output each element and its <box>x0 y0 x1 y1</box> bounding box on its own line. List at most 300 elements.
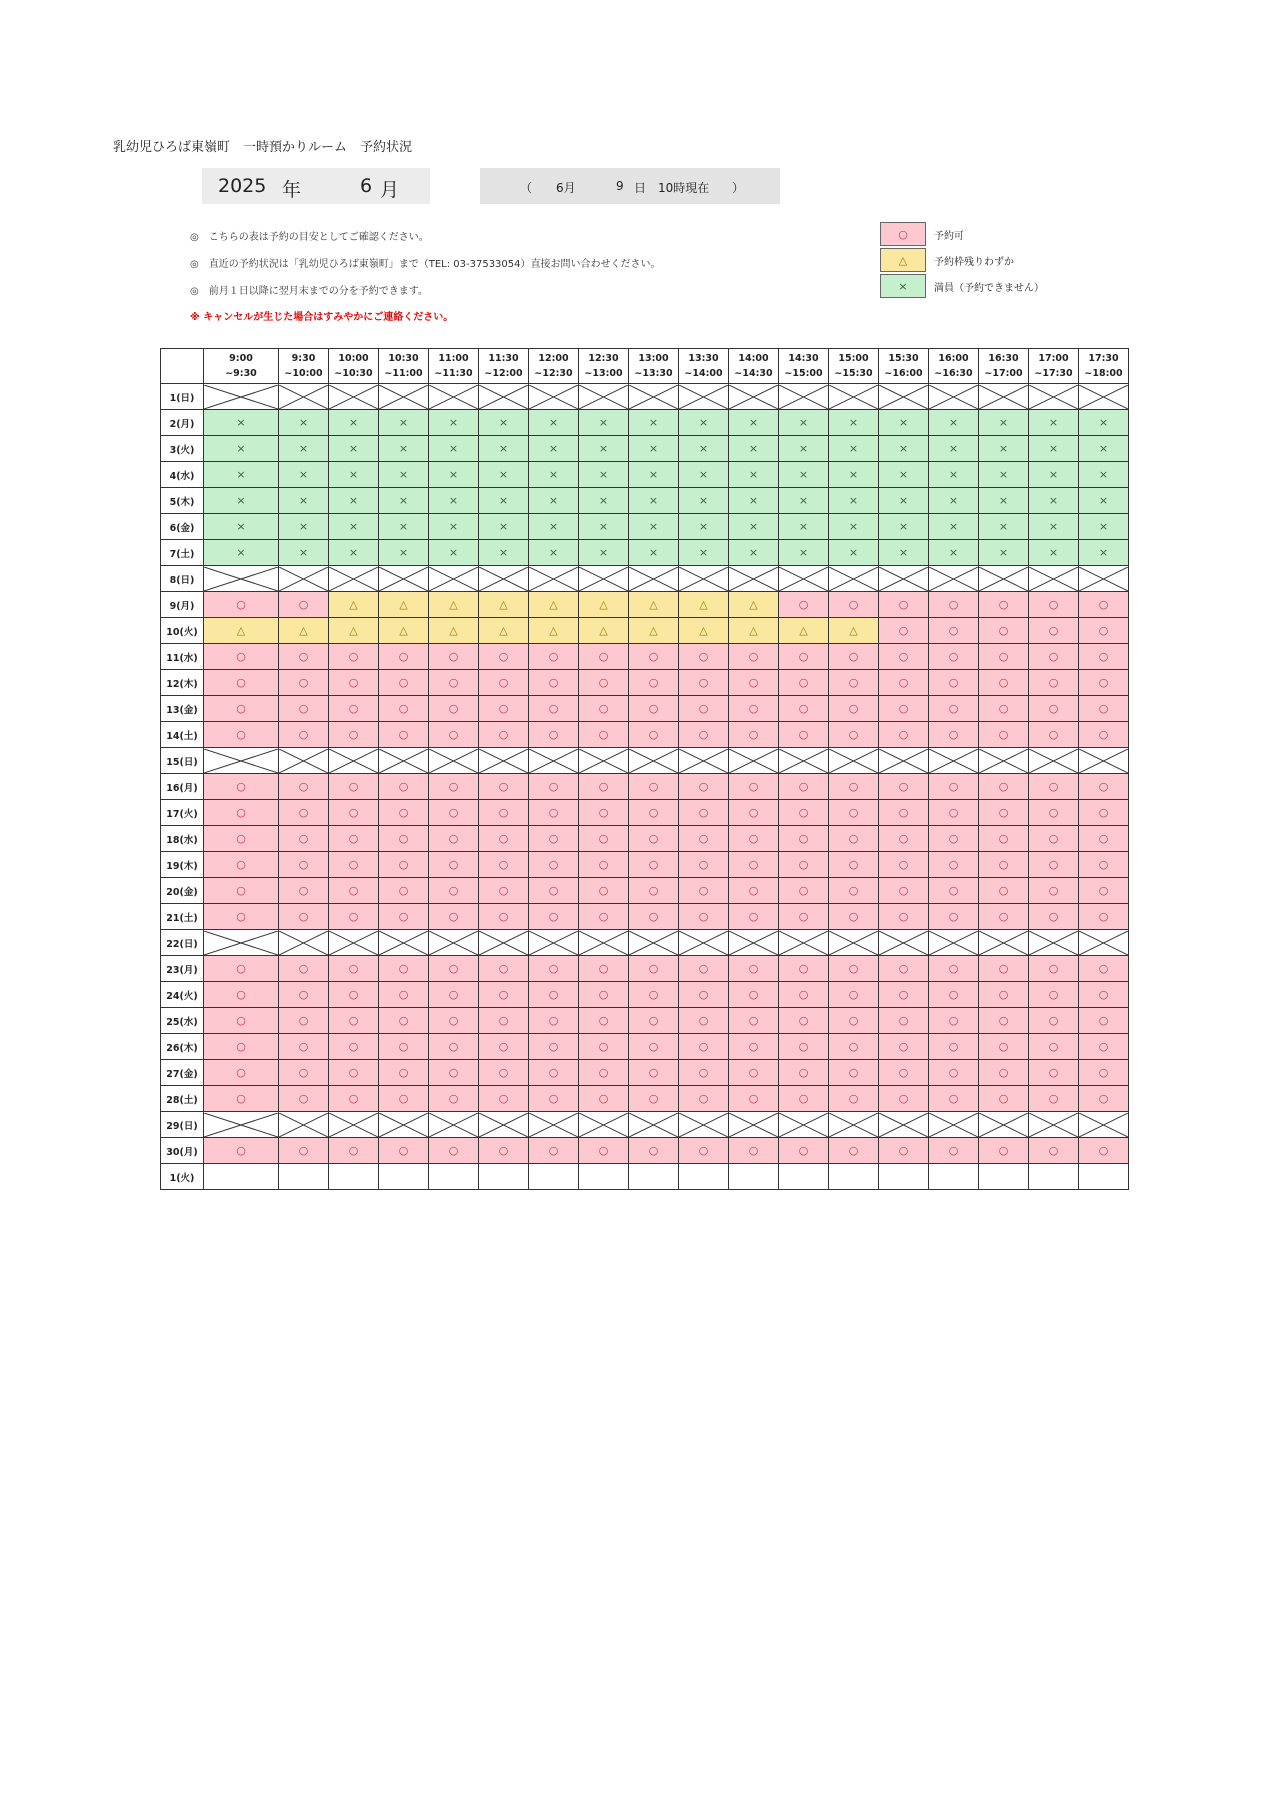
day-label: 19(木) <box>161 852 204 878</box>
slot-status-few: △ <box>679 618 729 644</box>
slot-status-ok: ○ <box>1079 826 1129 852</box>
slot-status-few: △ <box>829 618 879 644</box>
slot-status-full: × <box>204 462 279 488</box>
slot-status-full: × <box>879 436 929 462</box>
slot-status-ok: ○ <box>929 956 979 982</box>
slot-status-full: × <box>1079 410 1129 436</box>
slot-status-full: × <box>629 514 679 540</box>
empty-cell <box>429 1164 479 1190</box>
slot-status-ok: ○ <box>529 852 579 878</box>
time-slot-end: ~14:30 <box>734 368 773 379</box>
empty-cell <box>629 1164 679 1190</box>
time-slot-header <box>979 349 1029 384</box>
slot-status-ok: ○ <box>429 1138 479 1164</box>
day-row <box>161 488 1129 514</box>
closed-cell <box>1079 384 1129 410</box>
closed-cross-icon <box>1029 385 1078 409</box>
closed-cross-icon <box>479 567 528 591</box>
closed-cross-icon <box>579 749 628 773</box>
closed-cell <box>1029 748 1079 774</box>
closed-cross-icon <box>279 385 328 409</box>
slot-status-ok: ○ <box>679 774 729 800</box>
closed-cross-icon <box>879 931 928 955</box>
time-slot-header <box>329 349 379 384</box>
slot-status-ok: ○ <box>629 774 679 800</box>
as-of-day: 9 <box>616 179 624 193</box>
closed-cell <box>204 566 279 592</box>
slot-status-ok: ○ <box>379 722 429 748</box>
closed-cell <box>1029 1112 1079 1138</box>
slot-status-full: × <box>779 514 829 540</box>
slot-status-ok: ○ <box>379 904 429 930</box>
slot-status-ok: ○ <box>479 878 529 904</box>
slot-status-full: × <box>579 488 629 514</box>
slot-status-ok: ○ <box>329 800 379 826</box>
day-label: 1(日) <box>161 384 204 410</box>
slot-status-full: × <box>1029 488 1079 514</box>
slot-status-full: × <box>204 436 279 462</box>
slot-status-ok: ○ <box>629 1034 679 1060</box>
slot-status-full: × <box>529 514 579 540</box>
slot-status-few: △ <box>379 592 429 618</box>
closed-cell <box>729 930 779 956</box>
closed-cross-icon <box>929 1113 978 1137</box>
closed-cell <box>204 384 279 410</box>
slot-status-few: △ <box>204 618 279 644</box>
slot-status-full: × <box>729 436 779 462</box>
closed-cell <box>279 566 329 592</box>
slot-status-ok: ○ <box>279 800 329 826</box>
legend-item-ok <box>880 221 1044 247</box>
corner-cell <box>161 349 204 384</box>
day-label: 1(火) <box>161 1164 204 1190</box>
closed-cell <box>379 1112 429 1138</box>
slot-status-ok: ○ <box>879 878 929 904</box>
slot-status-ok: ○ <box>779 982 829 1008</box>
slot-status-ok: ○ <box>379 670 429 696</box>
slot-status-ok: ○ <box>729 1034 779 1060</box>
slot-status-few: △ <box>779 618 829 644</box>
closed-cross-icon <box>379 1113 428 1137</box>
legend-label-few: 予約枠残りわずか <box>934 256 1014 268</box>
slot-status-full: × <box>829 514 879 540</box>
slot-status-ok: ○ <box>679 1086 729 1112</box>
slot-status-ok: ○ <box>379 800 429 826</box>
slot-status-full: × <box>479 514 529 540</box>
slot-status-ok: ○ <box>329 852 379 878</box>
slot-status-ok: ○ <box>779 696 829 722</box>
time-slot-start: 9:00 <box>229 353 253 364</box>
slot-status-ok: ○ <box>329 1034 379 1060</box>
slot-status-ok: ○ <box>204 1034 279 1060</box>
slot-status-ok: ○ <box>629 722 679 748</box>
closed-cell <box>629 748 679 774</box>
slot-status-ok: ○ <box>279 982 329 1008</box>
slot-status-ok: ○ <box>279 1086 329 1112</box>
day-label: 6(金) <box>161 514 204 540</box>
day-row <box>161 566 1129 592</box>
closed-cross-icon <box>679 931 728 955</box>
slot-status-ok: ○ <box>204 982 279 1008</box>
day-row <box>161 826 1129 852</box>
slot-status-ok: ○ <box>429 904 479 930</box>
closed-cross-icon <box>779 567 828 591</box>
time-slot-start: 17:00 <box>1038 353 1069 364</box>
day-row <box>161 696 1129 722</box>
slot-status-ok: ○ <box>829 696 879 722</box>
closed-cross-icon <box>579 385 628 409</box>
closed-cross-icon <box>429 1113 478 1137</box>
empty-cell <box>929 1164 979 1190</box>
closed-cell <box>429 566 479 592</box>
slot-status-ok: ○ <box>629 956 679 982</box>
slot-status-ok: ○ <box>679 982 729 1008</box>
slot-status-ok: ○ <box>679 800 729 826</box>
slot-status-ok: ○ <box>204 774 279 800</box>
day-label: 8(日) <box>161 566 204 592</box>
day-row <box>161 774 1129 800</box>
slot-status-ok: ○ <box>429 1086 479 1112</box>
slot-status-few: △ <box>579 618 629 644</box>
slot-status-ok: ○ <box>729 956 779 982</box>
closed-cross-icon <box>629 749 678 773</box>
closed-cross-icon <box>629 567 678 591</box>
slot-status-ok: ○ <box>829 904 879 930</box>
time-slot-header <box>1029 349 1079 384</box>
slot-status-ok: ○ <box>629 696 679 722</box>
slot-status-ok: ○ <box>879 774 929 800</box>
slot-status-full: × <box>479 436 529 462</box>
closed-cell <box>729 566 779 592</box>
closed-cell <box>204 930 279 956</box>
empty-cell <box>879 1164 929 1190</box>
slot-status-ok: ○ <box>729 982 779 1008</box>
time-slot-start: 16:00 <box>938 353 969 364</box>
day-label: 16(月) <box>161 774 204 800</box>
closed-cell <box>629 1112 679 1138</box>
closed-cross-icon <box>729 749 778 773</box>
slot-status-ok: ○ <box>829 1008 879 1034</box>
slot-status-ok: ○ <box>929 878 979 904</box>
day-label: 20(金) <box>161 878 204 904</box>
empty-cell <box>829 1164 879 1190</box>
slot-status-ok: ○ <box>279 592 329 618</box>
cancel-warning: ※ キャンセルが生じた場合はすみやかにご連絡ください。 <box>190 312 454 323</box>
day-row <box>161 514 1129 540</box>
closed-cell <box>679 748 729 774</box>
legend-swatch-full: × <box>880 274 926 298</box>
time-slot-header <box>379 349 429 384</box>
closed-cross-icon <box>729 931 778 955</box>
closed-cross-icon <box>1079 749 1128 773</box>
slot-status-full: × <box>429 436 479 462</box>
slot-status-ok: ○ <box>1079 904 1129 930</box>
slot-status-ok: ○ <box>879 592 929 618</box>
time-slot-end: ~14:00 <box>684 368 723 379</box>
slot-status-ok: ○ <box>379 1034 429 1060</box>
closed-cross-icon <box>679 567 728 591</box>
slot-status-full: × <box>529 436 579 462</box>
slot-status-ok: ○ <box>629 800 679 826</box>
slot-status-full: × <box>429 540 479 566</box>
slot-status-ok: ○ <box>279 852 329 878</box>
closed-cross-icon <box>479 931 528 955</box>
slot-status-ok: ○ <box>279 670 329 696</box>
slot-status-full: × <box>279 462 329 488</box>
slot-status-full: × <box>579 436 629 462</box>
closed-cell <box>279 1112 329 1138</box>
slot-status-ok: ○ <box>479 1060 529 1086</box>
slot-status-ok: ○ <box>429 644 479 670</box>
slot-status-ok: ○ <box>579 1034 629 1060</box>
slot-status-ok: ○ <box>779 774 829 800</box>
slot-status-ok: ○ <box>929 1138 979 1164</box>
slot-status-ok: ○ <box>1029 1034 1079 1060</box>
day-row <box>161 1138 1129 1164</box>
slot-status-ok: ○ <box>879 1086 929 1112</box>
slot-status-ok: ○ <box>429 696 479 722</box>
time-slot-start: 13:00 <box>638 353 669 364</box>
slot-status-ok: ○ <box>779 956 829 982</box>
closed-cell <box>829 748 879 774</box>
closed-cell <box>629 930 679 956</box>
day-label: 29(日) <box>161 1112 204 1138</box>
slot-status-ok: ○ <box>479 670 529 696</box>
closed-cell <box>329 930 379 956</box>
slot-status-full: × <box>879 410 929 436</box>
closed-cell <box>579 384 629 410</box>
slot-status-ok: ○ <box>529 722 579 748</box>
slot-status-ok: ○ <box>479 1138 529 1164</box>
slot-status-ok: ○ <box>729 670 779 696</box>
slot-status-ok: ○ <box>629 826 679 852</box>
slot-status-full: × <box>479 462 529 488</box>
slot-status-ok: ○ <box>204 826 279 852</box>
slot-status-ok: ○ <box>679 644 729 670</box>
slot-status-ok: ○ <box>204 878 279 904</box>
day-label: 27(金) <box>161 1060 204 1086</box>
slot-status-ok: ○ <box>1029 982 1079 1008</box>
slot-status-ok: ○ <box>779 800 829 826</box>
slot-status-ok: ○ <box>329 956 379 982</box>
slot-status-ok: ○ <box>879 826 929 852</box>
slot-status-ok: ○ <box>929 644 979 670</box>
slot-status-full: × <box>829 488 879 514</box>
time-slot-header <box>529 349 579 384</box>
month-unit: 月 <box>380 179 400 201</box>
slot-status-ok: ○ <box>279 774 329 800</box>
day-label: 17(火) <box>161 800 204 826</box>
time-slot-start: 14:00 <box>738 353 769 364</box>
time-slot-header <box>279 349 329 384</box>
slot-status-ok: ○ <box>729 852 779 878</box>
closed-cell <box>979 930 1029 956</box>
slot-status-full: × <box>379 514 429 540</box>
time-slot-start: 11:30 <box>488 353 519 364</box>
closed-cross-icon <box>829 567 878 591</box>
slot-status-full: × <box>1029 410 1079 436</box>
closed-cell <box>829 1112 879 1138</box>
slot-status-ok: ○ <box>479 956 529 982</box>
slot-status-ok: ○ <box>429 982 479 1008</box>
closed-cell <box>829 384 879 410</box>
slot-status-ok: ○ <box>979 982 1029 1008</box>
slot-status-ok: ○ <box>979 696 1029 722</box>
slot-status-ok: ○ <box>204 1060 279 1086</box>
closed-cell <box>779 748 829 774</box>
slot-status-ok: ○ <box>279 1060 329 1086</box>
empty-cell <box>329 1164 379 1190</box>
slot-status-ok: ○ <box>379 696 429 722</box>
slot-status-ok: ○ <box>979 592 1029 618</box>
closed-cross-icon <box>329 385 378 409</box>
slot-status-ok: ○ <box>929 696 979 722</box>
slot-status-ok: ○ <box>1029 1060 1079 1086</box>
closed-cell <box>979 384 1029 410</box>
slot-status-ok: ○ <box>829 1060 879 1086</box>
slot-status-full: × <box>929 436 979 462</box>
slot-status-ok: ○ <box>879 1138 929 1164</box>
closed-cell <box>529 384 579 410</box>
slot-status-ok: ○ <box>529 1034 579 1060</box>
slot-status-ok: ○ <box>829 800 879 826</box>
closed-cell <box>429 1112 479 1138</box>
slot-status-full: × <box>329 514 379 540</box>
closed-cell <box>679 384 729 410</box>
slot-status-ok: ○ <box>479 800 529 826</box>
slot-status-ok: ○ <box>479 722 529 748</box>
closed-cell <box>779 384 829 410</box>
slot-status-ok: ○ <box>529 1086 579 1112</box>
closed-cell <box>429 930 479 956</box>
slot-status-ok: ○ <box>679 956 729 982</box>
slot-status-ok: ○ <box>629 1008 679 1034</box>
empty-cell <box>529 1164 579 1190</box>
time-slot-header <box>579 349 629 384</box>
slot-status-ok: ○ <box>879 1034 929 1060</box>
slot-status-ok: ○ <box>679 878 729 904</box>
slot-status-full: × <box>279 514 329 540</box>
slot-status-few: △ <box>729 618 779 644</box>
as-of-month: 6月 <box>556 181 576 195</box>
slot-status-ok: ○ <box>829 826 879 852</box>
slot-status-ok: ○ <box>329 696 379 722</box>
slot-status-ok: ○ <box>629 670 679 696</box>
note-1: ◎ こちらの表は予約の目安としてご確認ください。 <box>190 232 429 243</box>
closed-cell <box>829 566 879 592</box>
closed-cell <box>729 1112 779 1138</box>
time-slot-start: 15:30 <box>888 353 919 364</box>
slot-status-ok: ○ <box>1029 774 1079 800</box>
slot-status-full: × <box>1079 540 1129 566</box>
slot-status-ok: ○ <box>329 1008 379 1034</box>
slot-status-full: × <box>429 410 479 436</box>
slot-status-ok: ○ <box>579 1008 629 1034</box>
slot-status-ok: ○ <box>279 1008 329 1034</box>
slot-status-ok: ○ <box>729 904 779 930</box>
note-2: ◎ 直近の予約状況は「乳幼児ひろば東嶺町」まで（TEL: 03-37533054）直接お問い合わせください。 <box>190 259 661 270</box>
slot-status-full: × <box>929 410 979 436</box>
closed-cell <box>1029 566 1079 592</box>
slot-status-ok: ○ <box>379 878 429 904</box>
slot-status-ok: ○ <box>579 982 629 1008</box>
slot-status-ok: ○ <box>1079 670 1129 696</box>
slot-status-ok: ○ <box>679 722 729 748</box>
slot-status-full: × <box>479 410 529 436</box>
slot-status-ok: ○ <box>629 982 679 1008</box>
slot-status-ok: ○ <box>1079 956 1129 982</box>
closed-cross-icon <box>379 385 428 409</box>
slot-status-ok: ○ <box>204 722 279 748</box>
time-slot-end: ~10:00 <box>284 368 323 379</box>
slot-status-full: × <box>729 514 779 540</box>
closed-cell <box>979 566 1029 592</box>
slot-status-ok: ○ <box>829 644 879 670</box>
closed-cross-icon <box>879 749 928 773</box>
slot-status-ok: ○ <box>779 1060 829 1086</box>
day-label: 23(月) <box>161 956 204 982</box>
slot-status-ok: ○ <box>679 1008 729 1034</box>
slot-status-ok: ○ <box>579 670 629 696</box>
slot-status-ok: ○ <box>529 1060 579 1086</box>
closed-cross-icon <box>779 931 828 955</box>
slot-status-ok: ○ <box>829 982 879 1008</box>
slot-status-full: × <box>979 514 1029 540</box>
slot-status-ok: ○ <box>629 878 679 904</box>
slot-status-ok: ○ <box>529 644 579 670</box>
slot-status-ok: ○ <box>329 774 379 800</box>
closed-cross-icon <box>204 385 278 409</box>
slot-status-few: △ <box>529 618 579 644</box>
slot-status-ok: ○ <box>979 1086 1029 1112</box>
slot-status-ok: ○ <box>429 878 479 904</box>
slot-status-ok: ○ <box>1029 1138 1079 1164</box>
slot-status-ok: ○ <box>879 696 929 722</box>
closed-cross-icon <box>329 749 378 773</box>
slot-status-ok: ○ <box>1029 618 1079 644</box>
day-row <box>161 722 1129 748</box>
slot-status-few: △ <box>329 618 379 644</box>
time-slot-end: ~17:30 <box>1034 368 1073 379</box>
closed-cell <box>279 384 329 410</box>
time-slot-header <box>779 349 829 384</box>
closed-cell <box>329 1112 379 1138</box>
slot-status-full: × <box>729 462 779 488</box>
time-slot-end: ~18:00 <box>1084 368 1123 379</box>
time-header-row <box>161 349 1129 384</box>
time-slot-header <box>204 349 279 384</box>
slot-status-ok: ○ <box>779 826 829 852</box>
closed-cross-icon <box>679 1113 728 1137</box>
slot-status-ok: ○ <box>204 696 279 722</box>
slot-status-ok: ○ <box>829 1034 879 1060</box>
slot-status-ok: ○ <box>629 852 679 878</box>
closed-cross-icon <box>479 385 528 409</box>
closed-cross-icon <box>379 931 428 955</box>
closed-cell <box>379 566 429 592</box>
slot-status-full: × <box>779 462 829 488</box>
time-slot-header <box>1079 349 1129 384</box>
slot-status-ok: ○ <box>929 800 979 826</box>
closed-cross-icon <box>279 1113 328 1137</box>
slot-status-ok: ○ <box>379 644 429 670</box>
day-row <box>161 1164 1129 1190</box>
slot-status-ok: ○ <box>779 670 829 696</box>
slot-status-full: × <box>329 488 379 514</box>
day-row <box>161 982 1129 1008</box>
legend-label-ok: 予約可 <box>934 230 964 242</box>
slot-status-ok: ○ <box>479 826 529 852</box>
